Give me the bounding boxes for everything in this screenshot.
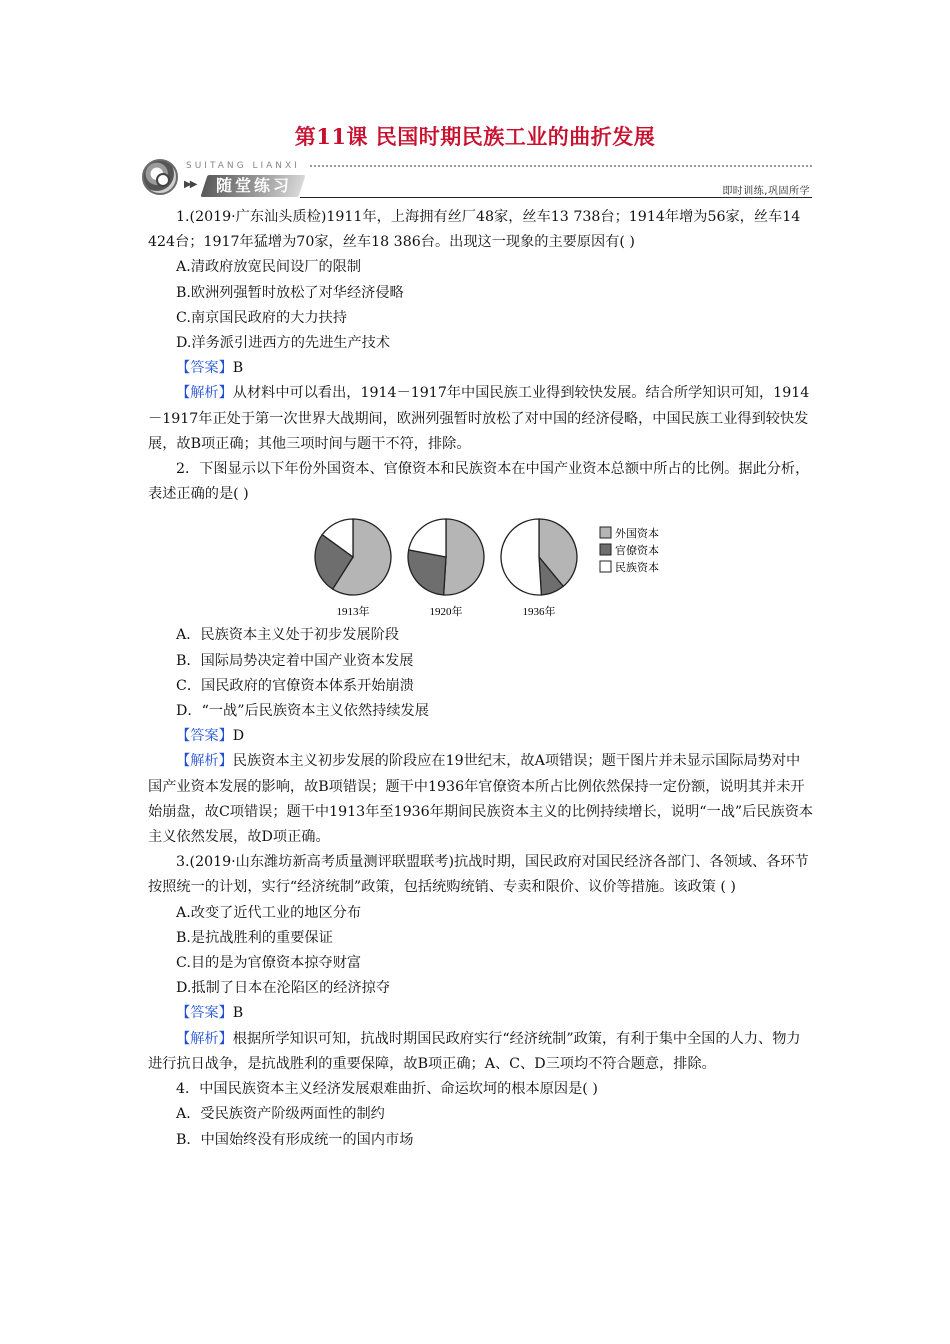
- banner-rule: [300, 197, 812, 198]
- page-title: 第11课 民国时期民族工业的曲折发展: [294, 124, 656, 149]
- legend-swatch-外国资本: [600, 527, 611, 538]
- gear-icon: [142, 159, 178, 195]
- question-1-option-d: D.洋务派引进西方的先进生产技术: [176, 335, 391, 352]
- banner-pinyin: SUITANG LIANXI: [186, 161, 300, 171]
- question-2-option-c: C．国民政府的官僚资本体系开始崩溃: [176, 677, 414, 694]
- question-1-option-b: B.欧洲列强暂时放松了对华经济侵略: [176, 284, 404, 301]
- question-3-analysis: [148, 1027, 814, 1077]
- answer-value: B: [232, 360, 244, 377]
- question-3-option-a: A.改变了近代工业的地区分布: [176, 904, 362, 921]
- section-banner: [140, 157, 812, 203]
- question-3-option-b: B.是抗战胜利的重要保证: [176, 929, 333, 946]
- question-1-analysis: [148, 381, 814, 457]
- question-4-option-b: B．中国始终没有形成统一的国内市场: [176, 1131, 414, 1148]
- analysis-text: 民族资本主义初步发展的阶段应在19世纪末，故A项错误；题干图片并未显示国际局势对中国产业资本发展的影响，故B项错误；题干中1936年官僚资本所占比例依然保持一定份额，说明其并未开始崩盘，故C项错误；题干中1913年至1936年期间民族资本主义的比例持续增长，说明“一战”后民族资本主义依然发展，故D项正确。: [148, 753, 814, 846]
- question-2-option-a: A．民族资本主义处于初步发展阶段: [176, 627, 400, 644]
- question-2-answer: [148, 724, 814, 749]
- question-1-text: 1.(2019·广东汕头质检)1911年，上海拥有丝厂48家，丝车13 738台；1914年增为56家，丝车14 424台；1917年猛增为70家，丝车18 386台。出现这一现象的主要原因有( ): [148, 209, 801, 251]
- pie-label-1936年: 1936年: [522, 606, 556, 619]
- answer-value: B: [232, 1005, 244, 1022]
- question-1-option-a: A.清政府放宽民间设厂的限制: [176, 259, 362, 276]
- banner-dotted-line: [310, 165, 812, 167]
- arrow-icon: ▶▶: [184, 179, 196, 190]
- question-3-answer: [148, 1001, 814, 1026]
- question-4-option-a: A．受民族资产阶级两面性的制约: [176, 1106, 385, 1123]
- question-2-analysis: [148, 749, 814, 850]
- pie-chart-figure: [148, 509, 814, 619]
- legend-swatch-官僚资本: [600, 544, 611, 555]
- question-2-option-b: B．国际局势决定着中国产业资本发展: [176, 652, 414, 669]
- question-2-option-d: D．“一战”后民族资本主义依然持续发展: [176, 703, 429, 720]
- legend-label-官僚资本: 官僚资本: [615, 545, 659, 558]
- answer-tag: 【答案】: [176, 728, 233, 745]
- question-3-option-c: C.目的是为官僚资本掠夺财富: [176, 955, 362, 972]
- analysis-tag: 【解析】: [176, 1030, 233, 1047]
- answer-tag: 【答案】: [176, 360, 233, 377]
- analysis-text: 根据所学知识可知，抗战时期国民政府实行“经济统制”政策，有利于集中全国的人力、物力进行抗日战争，是抗战胜利的重要保障，故B项正确；A、C、D三项均不符合题意，排除。: [148, 1030, 801, 1072]
- pie-label-1920年: 1920年: [429, 606, 463, 619]
- banner-slogan: 即时训练,巩固所学: [722, 186, 810, 197]
- answer-tag: 【答案】: [176, 1005, 233, 1022]
- pie-slice-1920年-民族资本: [409, 519, 446, 557]
- analysis-tag: 【解析】: [176, 753, 233, 770]
- legend-label-外国资本: 外国资本: [615, 528, 659, 541]
- answer-value: D: [232, 728, 245, 745]
- question-1-option-c: C.南京国民政府的大力扶持: [176, 309, 347, 326]
- pie-slice-1920年-官僚资本: [408, 550, 446, 595]
- analysis-text: 从材料中可以看出，1914－1917年中国民族工业得到较快发展。结合所学知识可知，1914－1917年正处于第一次世界大战期间，欧洲列强暂时放松了对中国的经济侵略，中国民族工业得到较快发展，故B项正确；其他三项时间与题干不符，排除。: [148, 385, 810, 452]
- question-1-answer: [148, 356, 814, 381]
- question-4-text: 4．中国民族资本主义经济发展艰难曲折、命运坎坷的根本原因是( ): [176, 1081, 598, 1098]
- banner-label: 随堂练习: [216, 176, 293, 195]
- legend-swatch-民族资本: [600, 561, 611, 572]
- pie-label-1913年: 1913年: [336, 606, 370, 619]
- pie-slice-1936年-民族资本: [501, 519, 541, 595]
- pie-slice-1920年-外国资本: [444, 519, 484, 595]
- legend-label-民族资本: 民族资本: [615, 562, 659, 575]
- question-3-text: 3.(2019·山东潍坊新高考质量测评联盟联考)抗战时期，国民政府对国民经济各部门、各领域、各环节按照统一的计划，实行“经济统制”政策，包括统购统销、专卖和限价、议价等措施。该政策 ( ): [148, 854, 809, 896]
- analysis-tag: 【解析】: [176, 385, 233, 402]
- question-list: [148, 205, 814, 1153]
- pie-charts: [148, 509, 814, 619]
- question-3-option-d: D.抵制了日本在沦陷区的经济掠夺: [176, 980, 391, 997]
- question-2-text: 2．下图显示以下年份外国资本、官僚资本和民族资本在中国产业资本总额中所占的比例。据此分析，表述正确的是( ): [148, 461, 810, 503]
